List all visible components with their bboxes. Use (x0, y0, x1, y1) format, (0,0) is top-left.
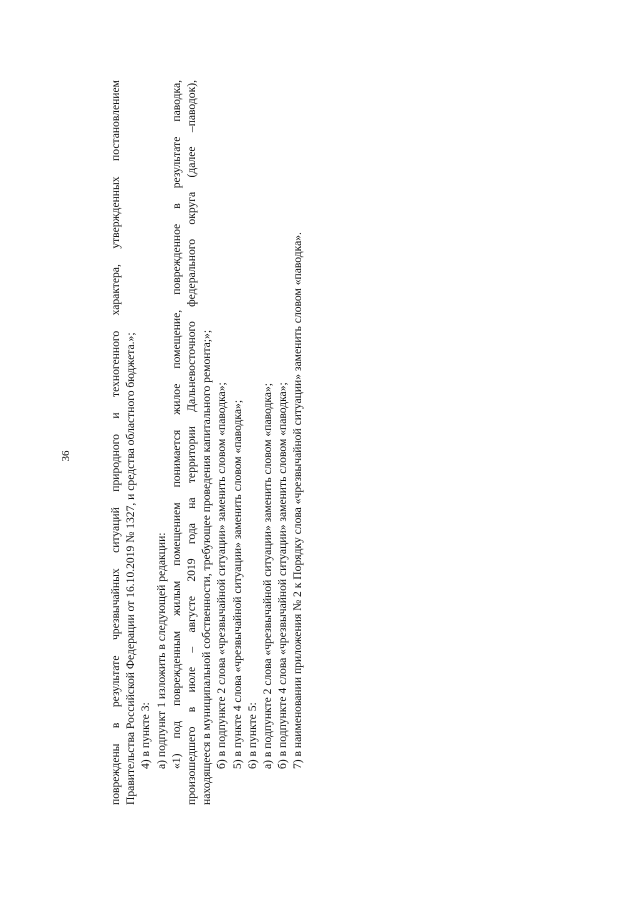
text-line: 5) в пункте 4 слова «чрезвычайной ситуации» заменить словом «паводка»; (230, 399, 244, 769)
text-line: 7) в наименовании приложения № 2 к Порядку слова «чрезвычайной ситуации» заменить словом «паводка». (291, 232, 305, 769)
page-number: 36 (60, 450, 72, 462)
text-line: а) подпункт 1 изложить в следующей редакции: (154, 532, 168, 769)
text-line: а) в подпункте 2 слова «чрезвычайной ситуации» заменить словом «паводка»; (260, 383, 274, 769)
text-line: произошедшего в июле – августе 2019 года на территории Дальневосточного федерального округа (далее –паводок), (184, 80, 198, 805)
text-line: 6) в пункте 5: (245, 702, 259, 769)
text-line: Правительства Российской Федерации от 16.10.2019 № 1327, и средства областного бюджета.»; (124, 332, 138, 805)
text-line: б) в подпункте 4 слова «чрезвычайной ситуации» заменить словом «паводка»; (276, 382, 290, 769)
text-line: находящееся в муниципальной собственности, требующее проведения капитального ремонта;»; (200, 329, 214, 805)
text-line: 4) в пункте 3: (139, 702, 153, 769)
text-line: повреждены в результате чрезвычайных ситуаций природного и техногенного характера, утвержденных постановлением (109, 80, 122, 805)
text-line: б) в подпункте 2 слова «чрезвычайной ситуации» заменить словом «паводка»; (215, 382, 229, 769)
text-line: «1) под поврежденным жилым помещением понимается жилое помещение, поврежденное в результате паводка, (169, 80, 183, 769)
document-body (108, 80, 305, 805)
